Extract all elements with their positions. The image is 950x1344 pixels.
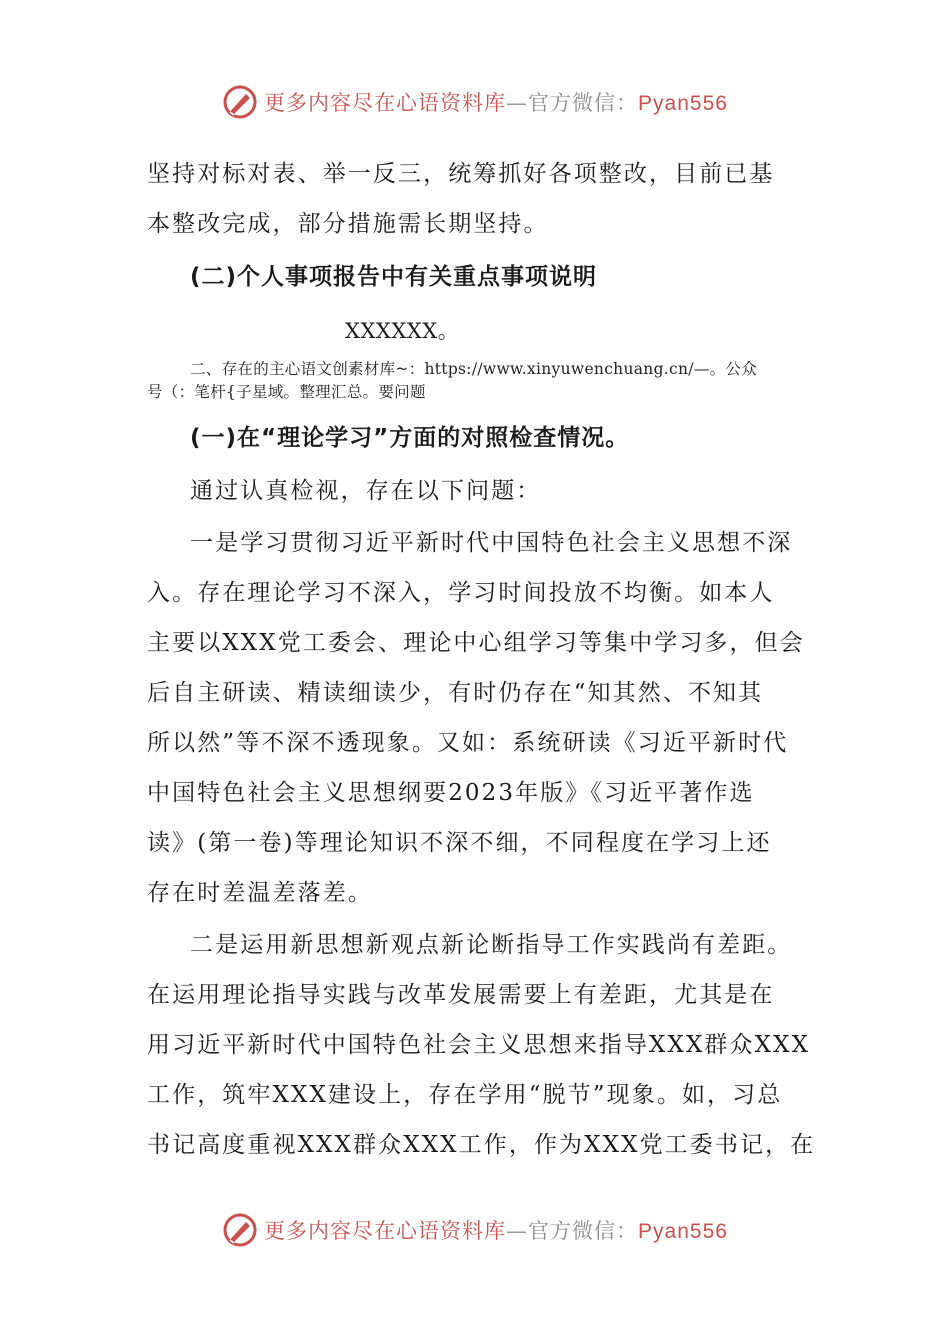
paragraph-line: 二是运用新思想新观点新论断指导工作实践尚有差距。 — [190, 932, 793, 958]
section-heading: (一)在“理论学习”方面的对照检查情况。 — [190, 425, 630, 451]
paragraph-line: 坚持对标对表、举一反三，统筹抓好各项整改，目前已基 — [147, 161, 775, 187]
paragraph-line: 主要以XXX党工委会、理论中心组学习等集中学习多，但会 — [147, 630, 805, 656]
paragraph-line: 读》(第一卷)等理论知识不深不细，不同程度在学习上还 — [147, 830, 772, 856]
paragraph-line: 中国特色社会主义思想纲要2023年版》《习近平著作选 — [147, 780, 755, 806]
watermark-note-line: 二、存在的主心语文创素材库~：https://www.xinyuwenchuang.cn/—。公众 — [190, 360, 758, 378]
paragraph-line: 一是学习贯彻习近平新时代中国特色社会主义思想不深 — [190, 530, 793, 556]
paragraph-line: 用习近平新时代中国特色社会主义思想来指导XXX群众XXX — [147, 1032, 811, 1058]
paragraph-line: 入。存在理论学习不深入，学习时间投放不均衡。如本人 — [147, 580, 775, 606]
paragraph-line: 书记高度重视XXX群众XXX工作，作为XXX党工委书记，在 — [147, 1132, 816, 1158]
section-heading: (二)个人事项报告中有关重点事项说明 — [190, 264, 598, 290]
paragraph-line: 所以然”等不深不透现象。又如：系统研读《习近平新时代 — [147, 730, 789, 756]
paragraph-line: 通过认真检视，存在以下问题： — [190, 478, 542, 504]
paragraph-line: 在运用理论指导实践与改革发展需要上有差距，尤其是在 — [147, 982, 775, 1008]
paragraph-line: 工作，筑牢XXX建设上，存在学用“脱节”现象。如，习总 — [147, 1082, 783, 1108]
paragraph-line: XXXXXX。 — [345, 319, 460, 343]
footer-banner-text: 更多内容尽在心语资料库—官方微信：Pyan556 — [264, 1219, 728, 1243]
header-banner-text: 更多内容尽在心语资料库—官方微信：Pyan556 — [264, 91, 728, 115]
header-banner — [0, 80, 950, 124]
paragraph-line: 本整改完成，部分措施需长期坚持。 — [147, 211, 549, 237]
footer-banner — [0, 1208, 950, 1252]
pen-circle-logo-icon — [222, 1212, 258, 1248]
pen-circle-logo-icon — [222, 84, 258, 120]
watermark-note-line: 号（：笔杆{子星域。整理汇总。要问题 — [147, 383, 426, 401]
paragraph-line: 存在时差温差落差。 — [147, 880, 373, 906]
paragraph-line: 后自主研读、精读细读少，有时仍存在“知其然、不知其 — [147, 680, 764, 706]
